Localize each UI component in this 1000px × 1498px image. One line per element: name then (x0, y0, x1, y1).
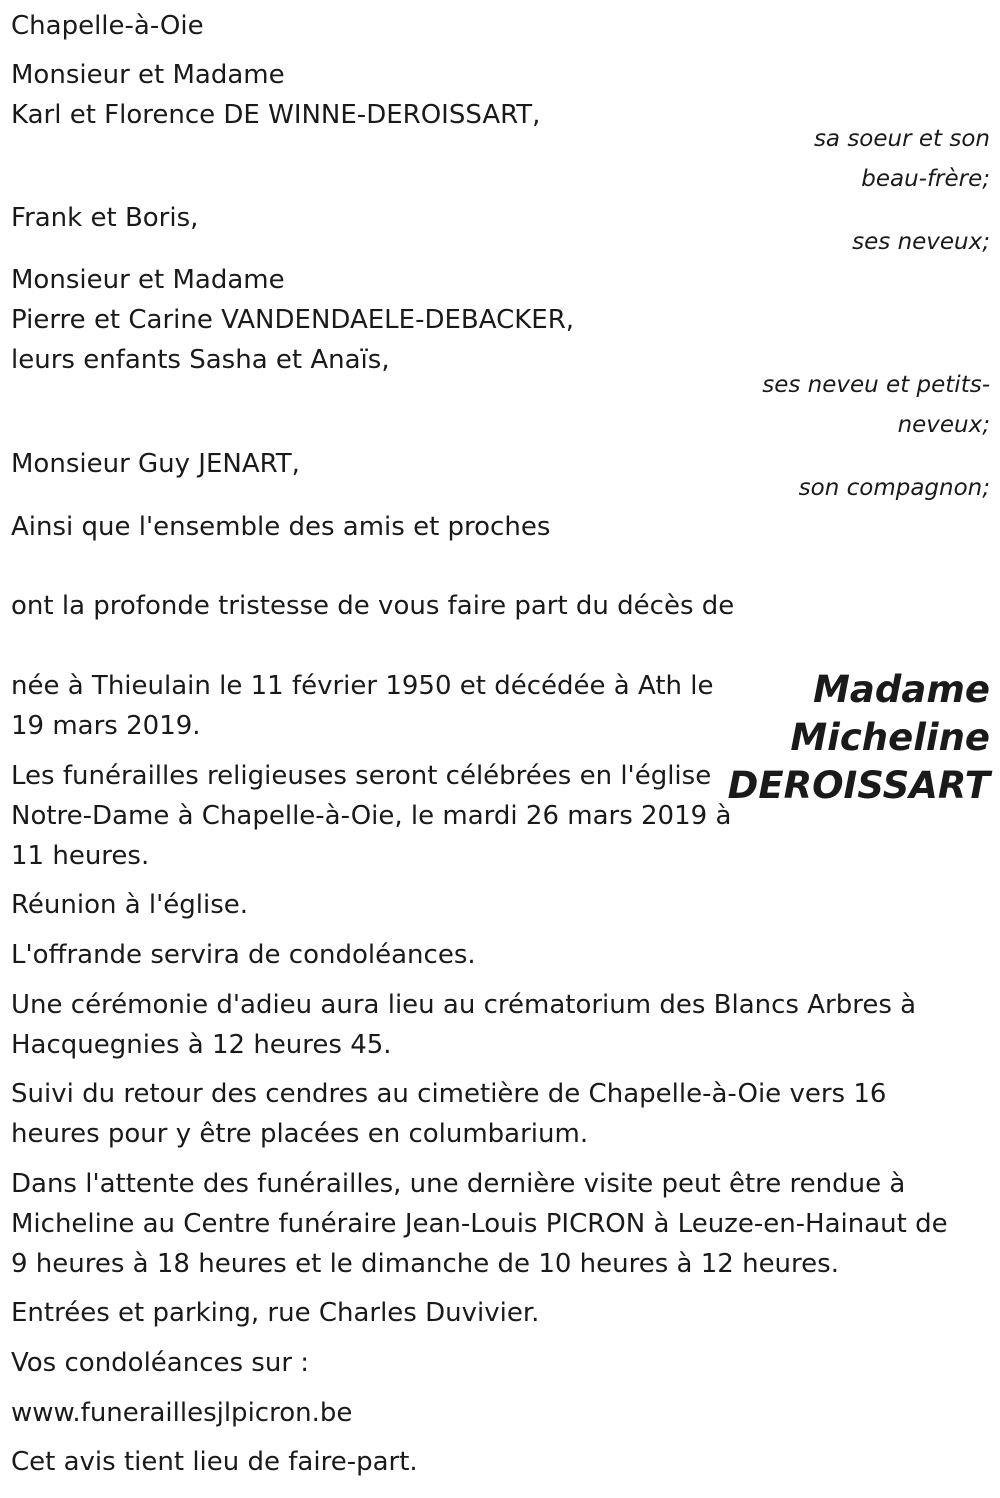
ceremony-line-2: Hacquegnies à 12 heures 45. (11, 1030, 392, 1060)
deceased-title: Madame (813, 668, 990, 711)
family-1-line-2: Karl et Florence DE WINNE-DEROISSART, (11, 100, 541, 130)
condolences-label: Vos condoléances sur : (11, 1348, 310, 1378)
family-1-line-1: Monsieur et Madame (11, 60, 285, 90)
visit-line-2: Micheline au Centre funéraire Jean-Louis PICRON à Leuze-en-Hainaut de (11, 1209, 948, 1239)
website-link[interactable]: www.funeraillesjlpicron.be (11, 1398, 353, 1428)
deceased-first-name: Micheline (790, 716, 990, 759)
announcement: ont la profonde tristesse de vous faire part du décès de (11, 591, 735, 621)
family-1-relation-1: sa soeur et son (813, 126, 990, 152)
funeral-line-2: Notre-Dame à Chapelle-à-Oie, le mardi 26 mars 2019 à (11, 801, 732, 831)
family-3-line-1: Monsieur et Madame (11, 265, 285, 295)
deceased-name (728, 666, 990, 810)
location: Chapelle-à-Oie (11, 11, 204, 41)
visit-line-3: 9 heures à 18 heures et le dimanche de 10 heures à 12 heures. (11, 1249, 839, 1279)
offering-line: L'offrande servira de condoléances. (11, 940, 476, 970)
birth-line-2: 19 mars 2019. (11, 711, 201, 741)
family-3-relation-2: neveux; (897, 412, 990, 438)
funeral-line-1: Les funérailles religieuses seront célébrées en l'église (11, 761, 712, 791)
family-4-line-1: Monsieur Guy JENART, (11, 449, 300, 479)
funeral-line-3: 11 heures. (11, 841, 150, 871)
birth-line-1: née à Thieulain le 11 février 1950 et décédée à Ath le (11, 671, 714, 701)
ashes-line-1: Suivi du retour des cendres au cimetière de Chapelle-à-Oie vers 16 (11, 1079, 887, 1109)
visit-line-1: Dans l'attente des funérailles, une dernière visite peut être rendue à (11, 1169, 906, 1199)
ceremony-line-1: Une cérémonie d'adieu aura lieu au crématorium des Blancs Arbres à (11, 990, 917, 1020)
family-4-relation-1: son compagnon; (798, 475, 990, 501)
family-1-relation-2: beau-frère; (861, 166, 990, 192)
closing-line: Cet avis tient lieu de faire-part. (11, 1447, 418, 1477)
family-2-line-1: Frank et Boris, (11, 203, 199, 233)
ashes-line-2: heures pour y être placées en columbarium. (11, 1119, 589, 1149)
parking-line: Entrées et parking, rue Charles Duvivier. (11, 1298, 540, 1328)
friends-line: Ainsi que l'ensemble des amis et proches (11, 512, 551, 542)
family-3-line-3: leurs enfants Sasha et Anaïs, (11, 345, 390, 375)
meeting-line: Réunion à l'église. (11, 890, 249, 920)
family-3-relation-1: ses neveu et petits- (762, 372, 990, 398)
family-2-relation-1: ses neveux; (852, 229, 990, 255)
deceased-last-name: DEROISSART (727, 764, 990, 807)
family-3-line-2: Pierre et Carine VANDENDAELE-DEBACKER, (11, 305, 575, 335)
